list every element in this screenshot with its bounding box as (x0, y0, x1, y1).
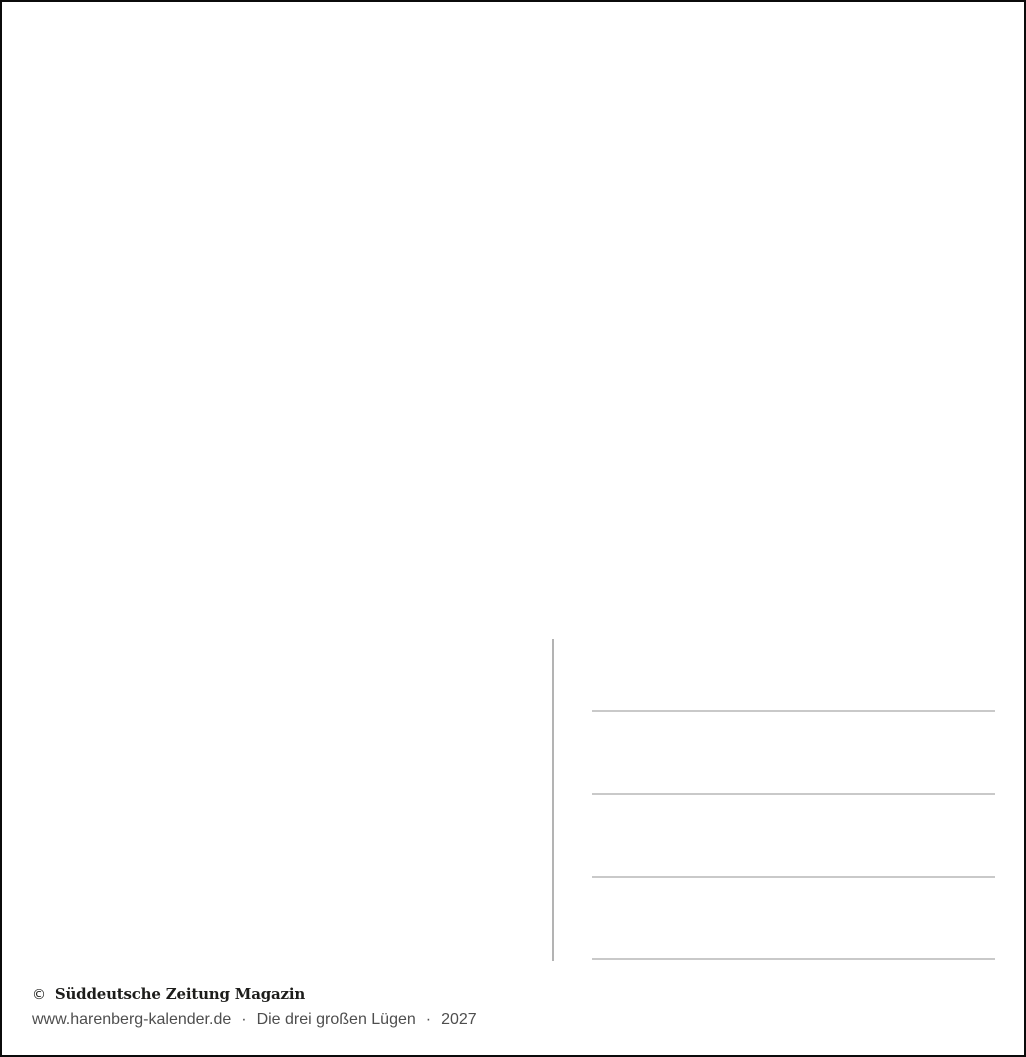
separator-dot: · (425, 1011, 432, 1028)
divider-line (552, 639, 554, 961)
address-line (592, 958, 995, 960)
copyright-line (32, 985, 477, 1005)
separator-dot: · (241, 1011, 247, 1028)
copyright-icon: © (32, 987, 46, 1003)
address-line (592, 793, 995, 795)
calendar-title: Die drei großen Lügen (256, 1011, 416, 1028)
footer-info (32, 1010, 477, 1030)
website-url: www.harenberg-kalender.de (32, 1011, 232, 1028)
address-line (592, 876, 995, 878)
year-label: 2027 (441, 1011, 477, 1028)
footer (32, 985, 477, 1030)
address-line (592, 710, 995, 712)
publisher-wordmark: Süddeutsche Zeitung Magazin (54, 985, 306, 1003)
